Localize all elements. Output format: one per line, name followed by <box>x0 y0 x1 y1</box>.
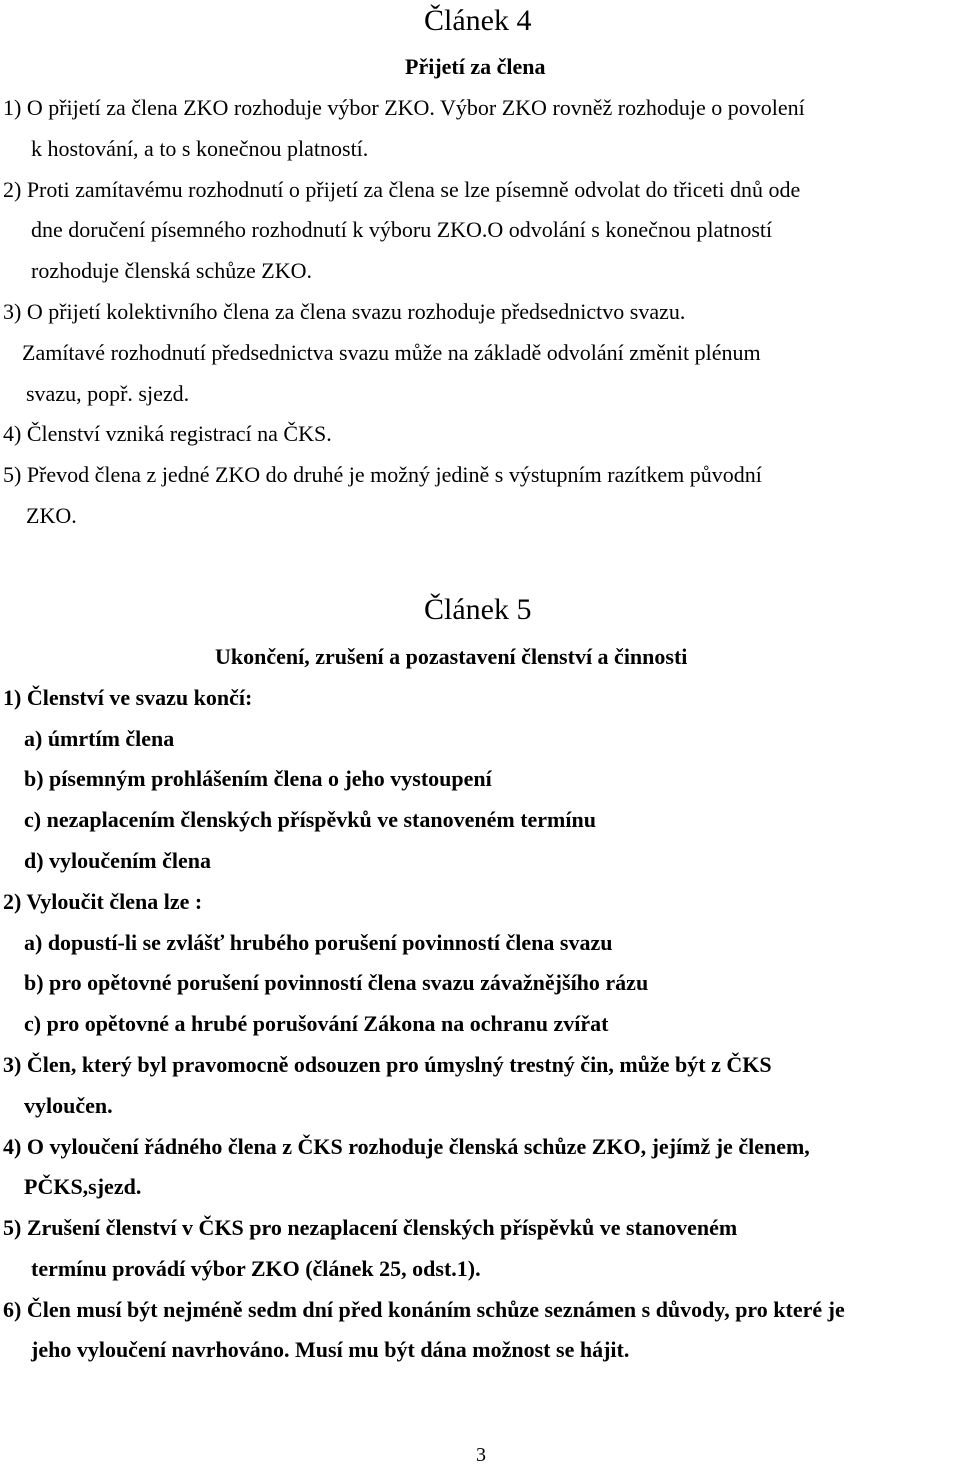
a5-p2: 2) Vyloučit člena lze : <box>3 889 203 914</box>
a5-p1a: a) úmrtím člena <box>24 726 175 751</box>
a5-p1c: c) nezaplacením členských příspěvků ve stanoveném termínu <box>24 807 596 832</box>
a4-p3-line3: svazu, popř. sjezd. <box>26 381 190 406</box>
a5-p2c: c) pro opětovné a hrubé porušování Zákona na ochranu zvířat <box>24 1011 609 1036</box>
a5-p4-line1: 4) O vyloučení řádného člena z ČKS rozhoduje členská schůze ZKO, jejímž je členem, <box>3 1134 810 1159</box>
a4-p1-line1: 1) O přijetí za člena ZKO rozhoduje výbor ZKO. Výbor ZKO rovněž rozhoduje o povolení <box>3 95 805 120</box>
a5-p2a: a) dopustí-li se zvlášť hrubého porušení povinností člena svazu <box>24 930 613 955</box>
a4-p5-line1: 5) Převod člena z jedné ZKO do druhé je možný jedině s výstupním razítkem původní <box>3 462 762 487</box>
article-5-subheading: Ukončení, zrušení a pozastavení členství a činnosti <box>215 644 688 669</box>
a5-p4-line2: PČKS,sjezd. <box>24 1174 142 1199</box>
page-number: 3 <box>476 1444 486 1466</box>
article-5-heading: Článek 5 <box>424 593 532 626</box>
a5-p3-line1: 3) Člen, který byl pravomocně odsouzen pro úmyslný trestný čin, může být z ČKS <box>3 1052 772 1077</box>
a4-p2-line3: rozhoduje členská schůze ZKO. <box>31 258 313 283</box>
a4-p5-line2: ZKO. <box>26 503 77 528</box>
a4-p3-line1: 3) O přijetí kolektivního člena za člena svazu rozhoduje předsednictvo svazu. <box>3 299 686 324</box>
a5-p1d: d) vyloučením člena <box>24 848 211 873</box>
a4-p2-line1: 2) Proti zamítavému rozhodnutí o přijetí za člena se lze písemně odvolat do třiceti dnů ode <box>3 177 801 202</box>
a5-p3-line2: vyloučen. <box>24 1093 113 1118</box>
a5-p5-line2: termínu provádí výbor ZKO (článek 25, odst.1). <box>31 1256 481 1281</box>
a5-p5-line1: 5) Zrušení členství v ČKS pro nezaplacení členských příspěvků ve stanoveném <box>3 1215 738 1240</box>
a4-p1-line2: k hostování, a to s konečnou platností. <box>31 136 369 161</box>
a5-p6-line2: jeho vyloučení navrhováno. Musí mu být dána možnost se hájit. <box>31 1337 630 1362</box>
a4-p3-line2: Zamítavé rozhodnutí předsednictva svazu může na základě odvolání změnit plénum <box>22 340 761 365</box>
a4-p4: 4) Členství vzniká registrací na ČKS. <box>3 421 332 446</box>
a5-p1b: b) písemným prohlášením člena o jeho vystoupení <box>24 766 492 791</box>
a5-p1: 1) Členství ve svazu končí: <box>3 685 253 710</box>
a4-p2-line2: dne doručení písemného rozhodnutí k výboru ZKO.O odvolání s konečnou platností <box>31 217 773 242</box>
article-4-heading: Článek 4 <box>424 4 532 37</box>
a5-p2b: b) pro opětovné porušení povinností člena svazu závažnějšího rázu <box>24 970 649 995</box>
a5-p6-line1: 6) Člen musí být nejméně sedm dní před konáním schůze seznámen s důvody, pro které je <box>3 1297 845 1322</box>
article-4-subheading: Přijetí za člena <box>405 54 546 79</box>
